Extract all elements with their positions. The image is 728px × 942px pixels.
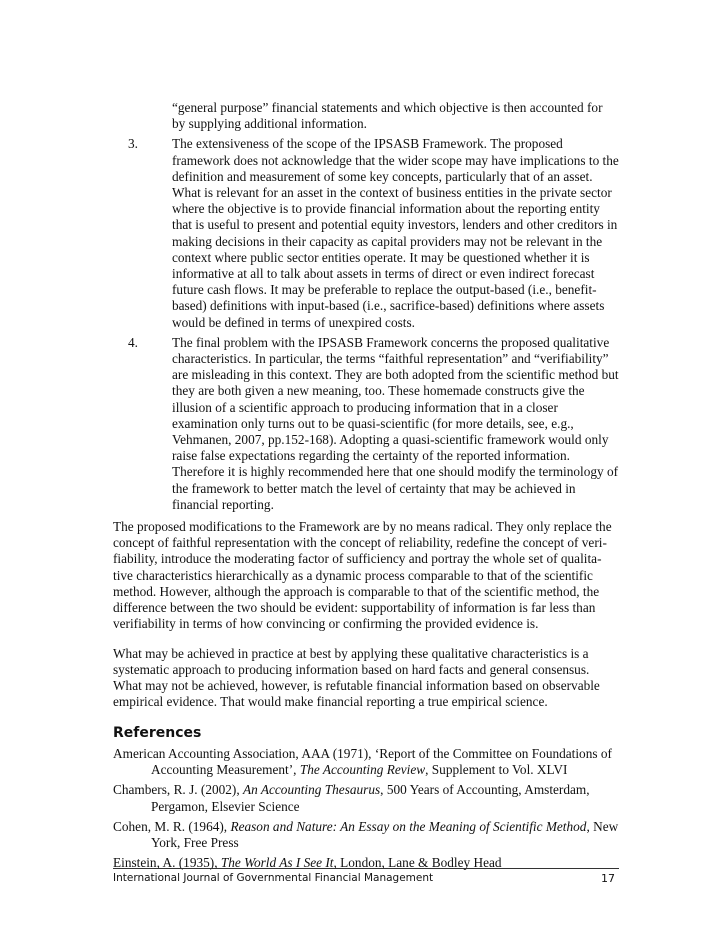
- body-paragraph: The proposed modifications to the Framework are by no means radical. They only replace the concept of faithful representation with the concept of reliability, redefine the concept of veri-fiability, introduce the moderating factor of sufficiency and portray the whole set of qualita-tive characteristics hierarchically as a dynamic process comparable to that of the scientific method. However, although the approach is comparable to that of the scientific method, the difference between the two should be evident: supportability of information is far less than verifiability in terms of how convincing or confirming the provided evidence is.: [113, 519, 612, 632]
- reference-text: , New York, Free Press: [151, 818, 619, 850]
- reference-title: An Accounting Thesaurus: [243, 782, 381, 798]
- list-item-number: 3.: [128, 136, 138, 152]
- list-item: [113, 335, 619, 513]
- body-paragraph: What may be achieved in practice at best by applying these qualitative characteristics is a systematic approach to producing information based on hard facts and general consensus. What may not be achieved, however, is refutable financial information based on observable empirical evidence. That would make financial reporting a true empirical science.: [113, 645, 600, 710]
- reference-text: American Accounting Association, AAA (1971), ‘Report of the Committee on Foundations of Accounting Measurement’,: [113, 745, 612, 778]
- main-text: [113, 100, 619, 871]
- page-number: 17: [601, 872, 615, 885]
- reference-text: Einstein, A. (1935),: [113, 855, 221, 871]
- list-item-text: The extensiveness of the scope of the IPSASB Framework. The proposed framework does not acknowledge that the wider scope may have implications to the definition and measurement of some key concepts, particularly that of an asset. What is relevant for an asset in the context of business entities in the private sector where the objective is to provide financial information about the reporting entity that is useful to present and potential equity investors, lenders and other creditors in making decisions in their capacity as capital providers may not be relevant in the context where public sector entities operate. It may be questioned whether it is informative at all to talk about assets in terms of direct or even indirect forecast future cash flows. It may be preferable to replace the output-based (i.e., benefit-based) definitions with input-based (i.e., sacrifice-based) definitions where assets would be defined in terms of unexpired costs.: [172, 136, 619, 330]
- reference-entry: [113, 746, 619, 778]
- references-heading: References: [113, 724, 202, 741]
- reference-text: , 500 Years of Accounting, Amsterdam, Pergamon, Elsevier Science: [151, 782, 590, 814]
- list-item-number: 4.: [128, 334, 138, 350]
- reference-title: The Accounting Review: [299, 762, 426, 778]
- continued-list-item-text: “general purpose” financial statements and which objective is then accounted for by supplying additional information.: [172, 100, 603, 132]
- reference-text: Chambers, R. J. (2002),: [113, 782, 244, 798]
- journal-name: International Journal of Governmental Financial Management: [113, 872, 434, 884]
- reference-entry: [113, 819, 619, 851]
- reference-entry: [113, 782, 619, 814]
- reference-title: The World As I See It: [220, 855, 334, 871]
- reference-text: Cohen, M. R. (1964),: [113, 818, 231, 834]
- reference-title: Reason and Nature: An Essay on the Meaning of Scientific Method: [230, 818, 587, 834]
- list-item-text: The final problem with the IPSASB Framework concerns the proposed qualitative characteristics. In particular, the terms “faithful representation” and “verifiability” are misleading in this context. They are both adopted from the scientific method but they are both given a new meaning, too. These homemade constructs give the illusion of a scientific approach to producing information that in a closer examination only turns out to be quasi-scientific (for more details, see, e.g., Vehmanen, 2007, pp.152-168). Adopting a quasi-scientific framework would only raise false expectations regarding the certainty of the reported information. Therefore it is highly recommended here that one should modify the terminology of the framework to better match the level of certainty that may be achieved in financial reporting.: [172, 334, 619, 512]
- reference-text: , Supplement to Vol. XLVI: [425, 762, 568, 778]
- list-item: [113, 136, 619, 330]
- reference-text: , London, Lane & Bodley Head: [333, 855, 502, 871]
- page-footer: [113, 868, 619, 885]
